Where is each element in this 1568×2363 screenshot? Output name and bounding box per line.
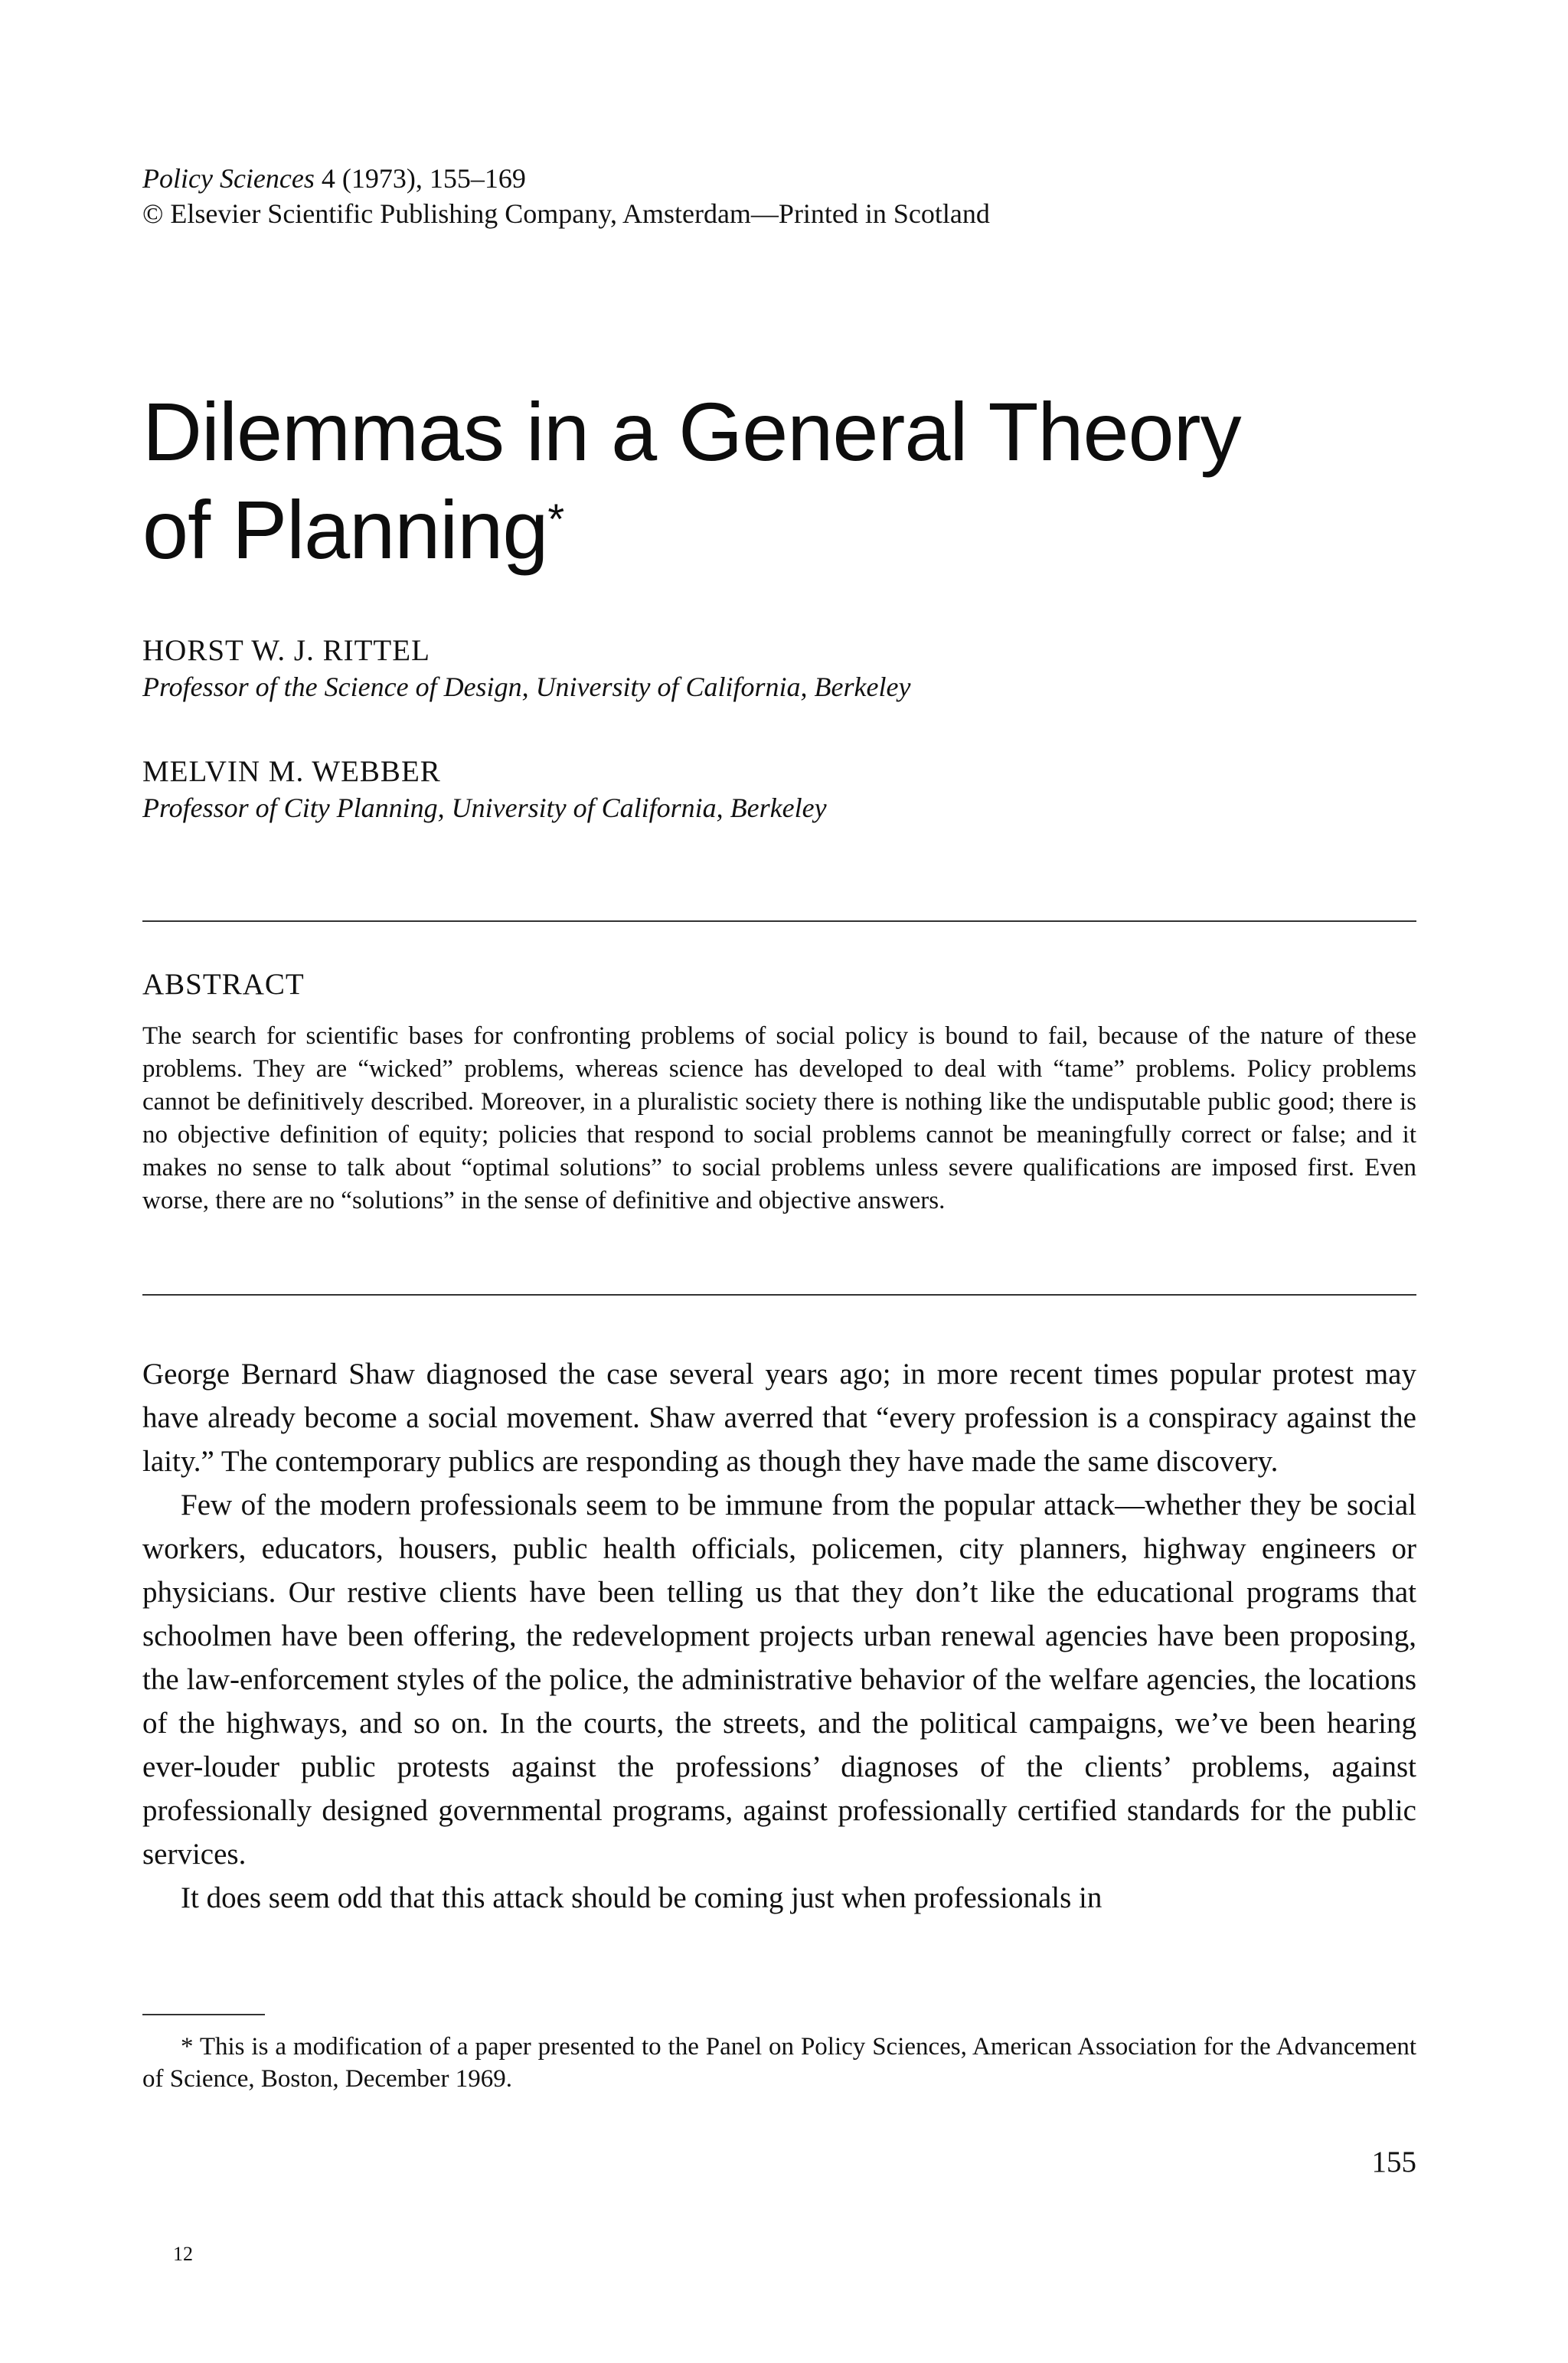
- journal-citation: [142, 161, 1416, 196]
- abstract-top-rule: [142, 920, 1416, 922]
- title-line-2-text: of Planning: [142, 483, 548, 576]
- title-line-2: [142, 481, 1416, 579]
- journal-name: Policy Sciences: [142, 163, 315, 194]
- author-name-2: MELVIN M. WEBBER: [142, 755, 441, 788]
- author-block-2: [142, 753, 1416, 825]
- journal-header: [142, 161, 1416, 231]
- footnote: [142, 2031, 1416, 2095]
- body-text: [142, 1352, 1416, 1920]
- abstract-bottom-rule: [142, 1294, 1416, 1296]
- footnote-text: * This is a modification of a paper presented to the Panel on Policy Sciences, American Association for the Advancement of Science, Boston, December 1969.: [142, 2033, 1416, 2093]
- author-affiliation-1: Professor of the Science of Design, University of California, Berkeley: [142, 672, 911, 702]
- journal-volume: 4: [321, 163, 335, 194]
- abstract-text: The search for scientific bases for confronting problems of social policy is bound to fail, because of the nature of these problems. They are “wicked” problems, whereas science has developed to deal with “tame” problems. Policy problems cannot be definitively described. Moreover, in a pluralistic society there is nothing like the undisputable public good; there is no objective definition of equity; policies that respond to social problems cannot be meaningfully correct or false; and it makes no sense to talk about “optimal solutions” to social problems unless severe qualifications are imposed first. Even worse, there are no “solutions” in the sense of definitive and objective answers.: [142, 1022, 1416, 1214]
- author-name-1: HORST W. J. RITTEL: [142, 634, 430, 667]
- paper-title: [142, 383, 1416, 579]
- author-affiliation-2: Professor of City Planning, University of California, Berkeley: [142, 793, 827, 823]
- body-paragraph-1: George Bernard Shaw diagnosed the case several years ago; in more recent times popular protest may have already become a social movement. Shaw averred that “every profession is a conspiracy against the laity.” The contemporary publics are responding as though they have made the same discovery.: [142, 1358, 1416, 1478]
- title-footnote-marker: *: [547, 495, 564, 543]
- abstract-heading: ABSTRACT: [142, 968, 305, 1001]
- journal-year-pages: (1973), 155–169: [341, 163, 526, 194]
- footnote-rule: [142, 2014, 265, 2015]
- signature-mark: 12: [173, 2243, 193, 2265]
- author-block-1: [142, 632, 1416, 704]
- body-paragraph-2: Few of the modern professionals seem to be immune from the popular attack—whether they be social workers, educators, housers, public health officials, policemen, city planners, highway engineers or physicians. Our restive clients have been telling us that they don’t like the educational programs that schoolmen have been offering, the redevelopment projects urban renewal agencies have been proposing, the law-enforcement styles of the police, the administrative behavior of the welfare agencies, the locations of the highways, and so on. In the courts, the streets, and the political campaigns, we’ve been hearing ever-louder public protests against the professions’ diagnoses of the clients’ problems, against professionally designed governmental programs, against professionally certified standards for the public services.: [142, 1489, 1416, 1871]
- publisher-line: © Elsevier Scientific Publishing Company, Amsterdam—Printed in Scotland: [142, 198, 990, 229]
- title-line-1: Dilemmas in a General Theory: [142, 385, 1241, 478]
- page-number: 155: [1371, 2146, 1416, 2178]
- body-paragraph-3: It does seem odd that this attack should be coming just when professionals in: [181, 1881, 1102, 1914]
